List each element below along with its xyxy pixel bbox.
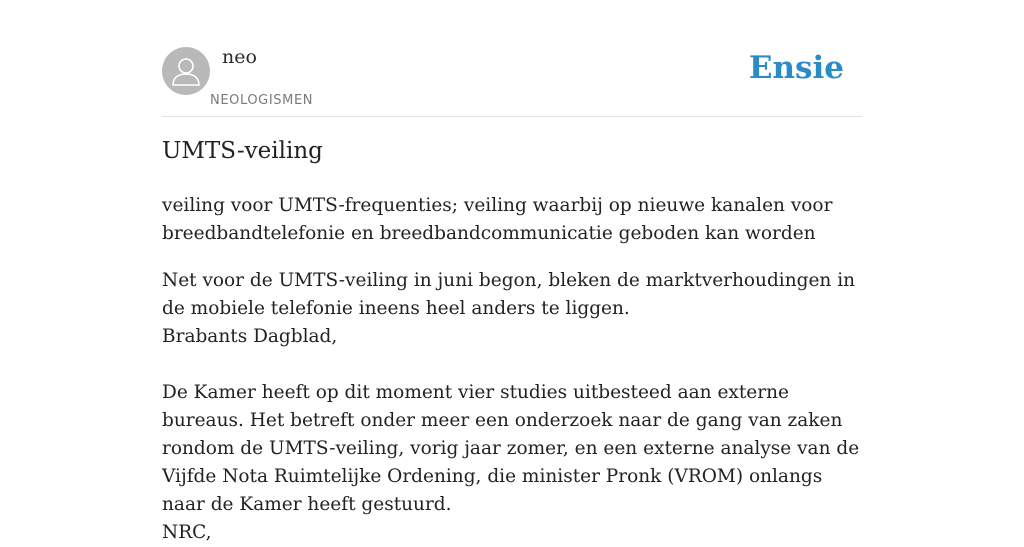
example-source: Brabants Dagblad, xyxy=(162,326,338,347)
username[interactable]: neo xyxy=(222,46,257,68)
page xyxy=(162,0,862,543)
header xyxy=(162,0,862,117)
example-quote: Net voor de UMTS-veiling in juni begon, bleken de marktverhoudingen in de mobiele telefonie ineens heel anders te liggen. xyxy=(162,270,856,319)
entry-title: UMTS-veiling xyxy=(162,138,323,164)
examples xyxy=(162,267,862,547)
avatar[interactable] xyxy=(162,47,210,95)
example-quote: De Kamer heeft op dit moment vier studies uitbesteed aan externe bureaus. Het betreft onder meer een onderzoek naar de gang van zaken rondom de UMTS-veiling, vorig jaar zomer, en een externe analyse van de Vijfde Nota Ruimtelijke Ordening, die minister Pronk (VROM) onlangs naar de Kamer heeft gestuurd. xyxy=(162,382,860,515)
category-label[interactable]: NEOLOGISMEN xyxy=(210,93,314,108)
example-spacer xyxy=(162,351,862,379)
example-source: NRC, xyxy=(162,522,212,543)
entry-definition: veiling voor UMTS-frequenties; veiling waarbij op nieuwe kanalen voor breedbandtelefonie en breedbandcommunicatie geboden kan worden xyxy=(162,195,833,244)
brand-logo[interactable]: Ensie xyxy=(748,50,844,86)
user-silhouette-icon xyxy=(162,47,210,95)
